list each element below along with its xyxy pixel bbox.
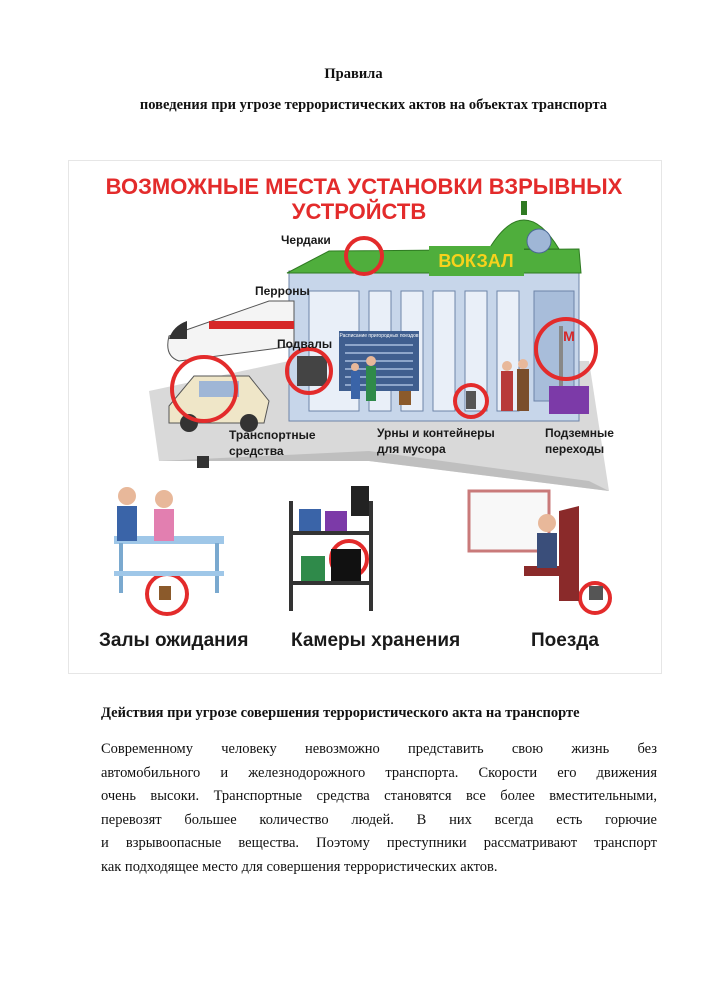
- waiting-hall-illustration: [114, 487, 224, 600]
- panel-storage: Камеры хранения: [291, 630, 461, 651]
- label-bins-2: для мусора: [377, 442, 446, 456]
- section-heading: Действия при угрозе совершения террористического акта на транспорте: [101, 705, 580, 721]
- train-illustration: [168, 301, 294, 361]
- storage-illustration: [289, 486, 373, 611]
- label-bins-1: Урны и контейнеры: [377, 426, 495, 440]
- trash-bin: [466, 391, 476, 409]
- paragraph-line: перевозят большее количество людей. В них всегда есть горючие: [101, 811, 657, 828]
- poster-illustration: [68, 160, 662, 674]
- poster-headline-1: ВОЗМОЖНЫЕ МЕСТА УСТАНОВКИ ВЗРЫВНЫХ: [105, 174, 623, 199]
- paragraph-line: как подходящее место для совершения террористических актов.: [101, 858, 498, 875]
- label-attics: Чердаки: [281, 233, 331, 247]
- poster-headline-2: УСТРОЙСТВ: [291, 199, 427, 224]
- label-vehicles-2: средства: [229, 444, 284, 458]
- timetable-title: Расписание пригородных поездов: [339, 333, 419, 339]
- panel-waiting-halls: Залы ожидания: [99, 630, 249, 651]
- metro-sign: М: [563, 328, 575, 344]
- basement-box: [297, 356, 327, 386]
- paragraph-line: очень высоки. Транспортные средства становятся все более вместительными,: [101, 788, 657, 804]
- section-paragraph: [101, 738, 657, 879]
- label-basements: Подвалы: [277, 337, 333, 351]
- station-sign: ВОКЗАЛ: [438, 251, 514, 271]
- station-building: [287, 201, 581, 421]
- label-platforms: Перроны: [255, 284, 310, 298]
- paragraph-line: автомобильного и железнодорожного транспорта. Скорости его движения: [101, 764, 657, 781]
- train-interior-illustration: [469, 491, 603, 601]
- document-subtitle: поведения при угрозе террористических актов на объектах транспорта: [139, 97, 608, 113]
- label-vehicles-1: Транспортные: [229, 428, 316, 442]
- poster-svg: [69, 161, 661, 673]
- panel-trains: Поезда: [531, 630, 599, 651]
- label-underpass-1: Подземные: [545, 426, 614, 440]
- paragraph-line: Современному человеку невозможно представить свою жизнь без: [101, 741, 657, 757]
- bag-icon: [197, 456, 209, 468]
- document-title: Правила: [324, 66, 383, 82]
- label-underpass-2: переходы: [545, 442, 605, 456]
- paragraph-line: и взрывоопасные вещества. Поэтому преступники рассматривают транспорт: [101, 835, 657, 851]
